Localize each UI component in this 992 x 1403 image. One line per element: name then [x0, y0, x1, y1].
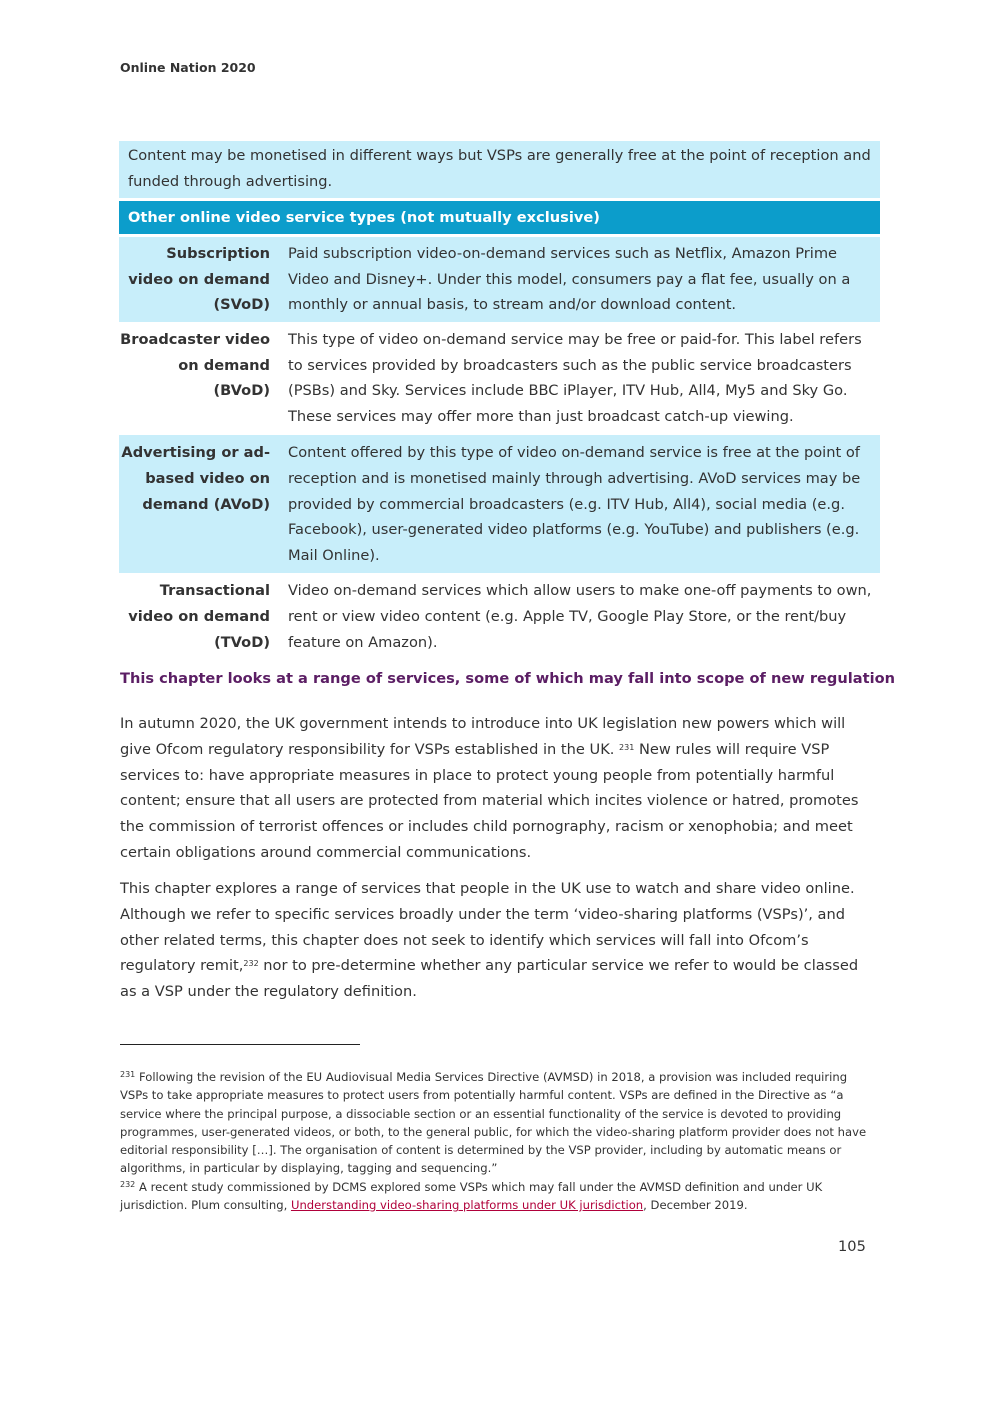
footnote-divider — [120, 1044, 360, 1045]
footnote-232-link[interactable]: Understanding video-sharing platforms under UK jurisdiction — [290, 1198, 644, 1213]
footnote-232-text-a: A recent study commissioned by DCMS explored some VSPs which may fall under the AVMSD definition and under UK jurisdiction. Plum consulting, — [120, 1179, 823, 1213]
row-term-svod: Subscription video on demand (SVoD) — [128, 245, 270, 314]
row-term-bvod: Broadcaster video on demand (BVoD) — [120, 330, 270, 400]
table-row — [119, 234, 880, 322]
footnote-231 — [120, 1068, 875, 1178]
table-row — [119, 322, 880, 435]
page-header-title: Online Nation 2020 — [120, 60, 256, 75]
row-description-bvod: This type of video on-demand service may be free or paid-for. This label refers to services provided by broadcasters such as the public service broadcasters (PSBs) and Sky. Services include BBC iPlayer, ITV Hub, All4, My5 and Sky Go. These services may offer more than just broadcast catch-up viewing. — [288, 330, 862, 425]
row-description-avod: Content offered by this type of video on-demand service is free at the point of reception and is monetised mainly through advertising. AVoD services may be provided by commercial broadcasters (e.g. ITV Hub, All4), social media (e.g. Facebook), user-generated video platforms (e.g. YouTube) and publishers (e.g. Mail Online). — [288, 444, 861, 564]
service-types-table — [119, 141, 880, 659]
footnote-232 — [120, 1178, 875, 1215]
table-row — [119, 573, 880, 659]
table-row — [119, 435, 880, 573]
row-term-tvod: Transactional video on demand (TVoD) — [128, 582, 270, 651]
footnotes — [120, 1068, 875, 1214]
paragraph-2-text-b: nor to pre-determine whether any particular service we refer to would be classed as a VSP under the regulatory definition. — [120, 957, 859, 1001]
page-number: 105 — [838, 1238, 866, 1255]
paragraph-1-text-b: New rules will require VSP services to: have appropriate measures in place to protect young people from potentially harmful content; ensure that all users are protected from material which incites violence or hatred, promotes the commission of terrorist offences or includes child pornography, racism or xenophobia; and meet certain obligations around commercial communications. — [120, 740, 859, 861]
section-subheading: This chapter looks at a range of services, some of which may fall into scope of new regulation — [120, 670, 896, 687]
footnote-231-number: 231 — [120, 1070, 136, 1079]
row-description-tvod: Video on-demand services which allow users to make one-off payments to own, rent or view video content (e.g. Apple TV, Google Play Store, or the rent/buy feature on Amazon). — [288, 582, 872, 651]
footnote-232-text-b: , December 2019. — [643, 1198, 748, 1213]
table-section-heading: Other online video service types (not mutually exclusive) — [119, 201, 880, 234]
paragraph-2-text-a: This chapter explores a range of services that people in the UK use to watch and share video online. Although we refer to specific services broadly under the term ‘video-sharing platforms (VSPs)’, and other related terms, this chapter does not seek to identify which services will fall into Ofcom’s regulatory remit, — [120, 880, 855, 975]
paragraph-1-text-a: In autumn 2020, the UK government intends to introduce into UK legislation new powers which will give Ofcom regulatory responsibility for VSPs established in the UK. — [120, 715, 846, 758]
body-paragraph-2 — [120, 876, 875, 1005]
row-description-svod: Paid subscription video-on-demand services such as Netflix, Amazon Prime Video and Disney+. Under this model, consumers pay a flat fee, usually on a monthly or annual basis, to stream and/or download content. — [288, 245, 851, 314]
body-paragraph-1 — [120, 711, 875, 866]
footnote-232-number: 232 — [120, 1179, 136, 1189]
footnote-ref-231[interactable]: 231 — [619, 742, 635, 752]
table-intro: Content may be monetised in different ways but VSPs are generally free at the point of reception and funded through advertising. — [119, 141, 880, 198]
footnote-231-text: Following the revision of the EU Audiovisual Media Services Directive (AVMSD) in 2018, a provision was included requiring VSPs to take appropriate measures to protect users from potentially harmful content. VSPs are defined in the Directive as “a service where the principal purpose, a dissociable section or an essential functionality of the service is devoted to providing programmes, user-generated videos, or both, to the general public, for which the video-sharing platform provider does not have editorial responsibility […]. The organisation of content is determined by the VSP provider, including by automatic means or algorithms, in particular by displaying, tagging and sequencing.” — [120, 1070, 867, 1176]
footnote-ref-232[interactable]: 232 — [243, 959, 259, 969]
row-term-avod: Advertising or ad-based video on demand (AVoD) — [121, 444, 270, 513]
